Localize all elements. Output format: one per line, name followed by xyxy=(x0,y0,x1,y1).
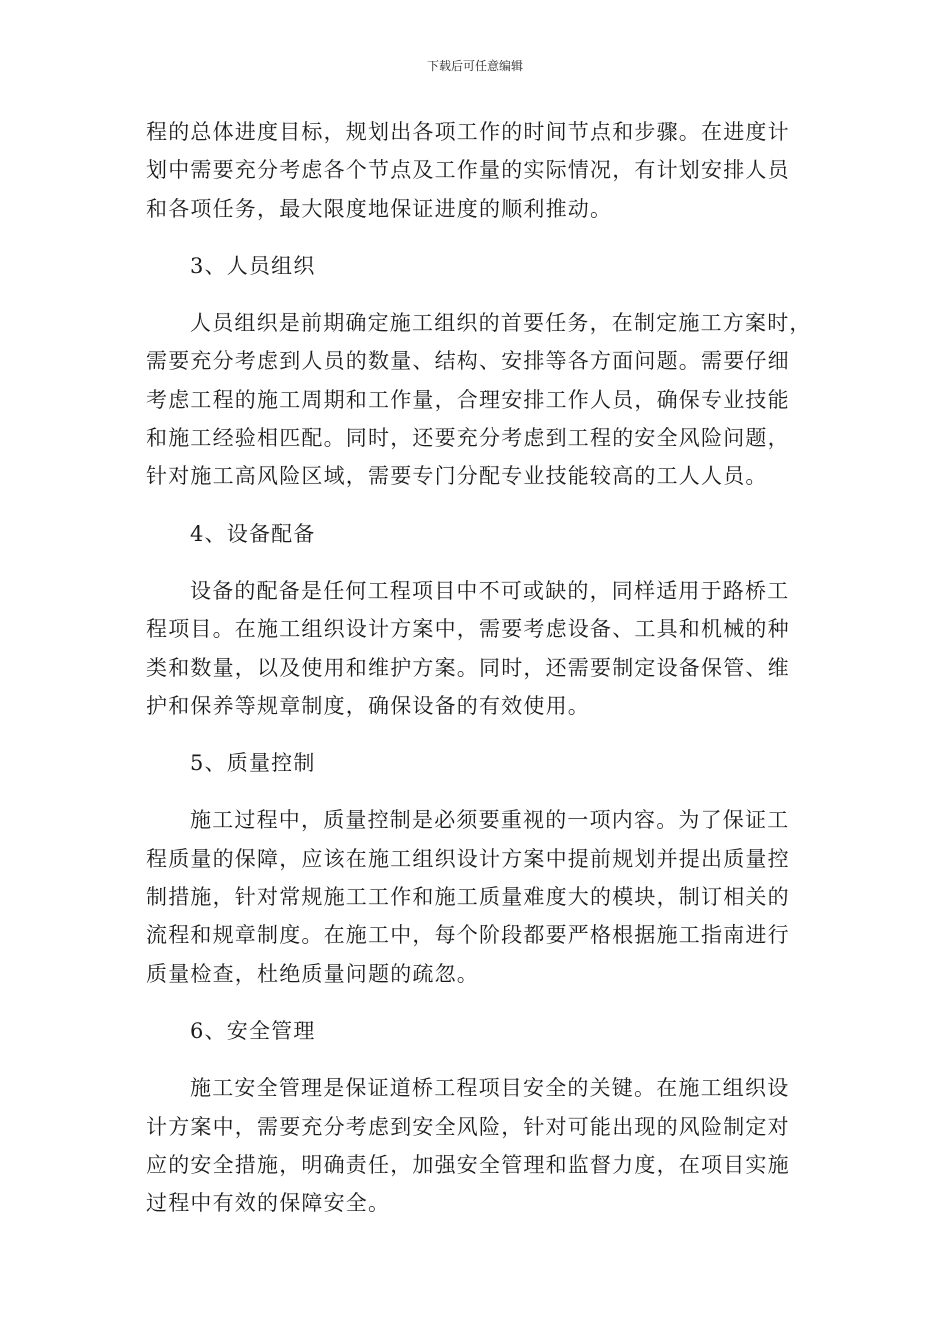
text-line: 程质量的保障，应该在施工组织设计方案中提前规划并提出质量控 xyxy=(146,846,790,871)
text-line: 程项目。在施工组织设计方案中，需要考虑设备、工具和机械的种 xyxy=(146,617,790,642)
text-line: 需要充分考虑到人员的数量、结构、安排等各方面问题。需要仔细 xyxy=(146,349,790,374)
document-body xyxy=(146,113,812,1222)
paragraph-progress-plan xyxy=(146,113,806,228)
text-line: 划中需要充分考虑各个节点及工作量的实际情况，有计划安排人员 xyxy=(146,158,790,183)
text-line: 类和数量，以及使用和维护方案。同时，还需要制定设备保管、维 xyxy=(146,655,790,680)
section-heading-quality: 5、质量控制 xyxy=(190,751,316,776)
paragraph-personnel xyxy=(146,304,812,495)
text-line: 护和保养等规章制度，确保设备的有效使用。 xyxy=(146,693,590,718)
text-line: 针对施工高风险区域，需要专门分配专业技能较高的工人人员。 xyxy=(146,464,768,489)
paragraph-quality xyxy=(146,801,806,992)
text-line: 考虑工程的施工周期和工作量，合理安排工作人员，确保专业技能 xyxy=(146,387,790,412)
text-line: 设备的配备是任何工程项目中不可或缺的，同样适用于路桥工 xyxy=(190,578,790,603)
text-line: 应的安全措施，明确责任，加强安全管理和监督力度，在项目实施 xyxy=(146,1152,790,1177)
text-line: 和各项任务，最大限度地保证进度的顺利推动。 xyxy=(146,196,613,221)
text-line: 施工过程中，质量控制是必须要重视的一项内容。为了保证工 xyxy=(190,808,790,833)
text-line: 质量检查，杜绝质量问题的疏忽。 xyxy=(146,961,479,986)
text-line: 流程和规章制度。在施工中，每个阶段都要严格根据施工指南进行 xyxy=(146,923,790,948)
page-header: 下载后可任意编辑 xyxy=(426,59,523,73)
section-heading-safety: 6、安全管理 xyxy=(190,1018,316,1043)
text-line: 过程中有效的保障安全。 xyxy=(146,1191,391,1216)
section-heading-personnel: 3、人员组织 xyxy=(190,253,316,278)
text-line: 和施工经验相匹配。同时，还要充分考虑到工程的安全风险问题， xyxy=(146,426,790,451)
text-line: 计方案中，需要充分考虑到安全风险，针对可能出现的风险制定对 xyxy=(146,1114,790,1139)
text-line: 程的总体进度目标，规划出各项工作的时间节点和步骤。在进度计 xyxy=(146,120,790,144)
paragraph-equipment xyxy=(146,572,806,725)
paragraph-safety xyxy=(146,1069,806,1222)
text-line: 制措施，针对常规施工工作和施工质量难度大的模块，制订相关的 xyxy=(146,885,790,910)
text-line: 人员组织是前期确定施工组织的首要任务，在制定施工方案时， xyxy=(190,311,812,336)
text-line: 施工安全管理是保证道桥工程项目安全的关键。在施工组织设 xyxy=(190,1076,790,1101)
section-heading-equipment: 4、设备配备 xyxy=(190,521,316,546)
